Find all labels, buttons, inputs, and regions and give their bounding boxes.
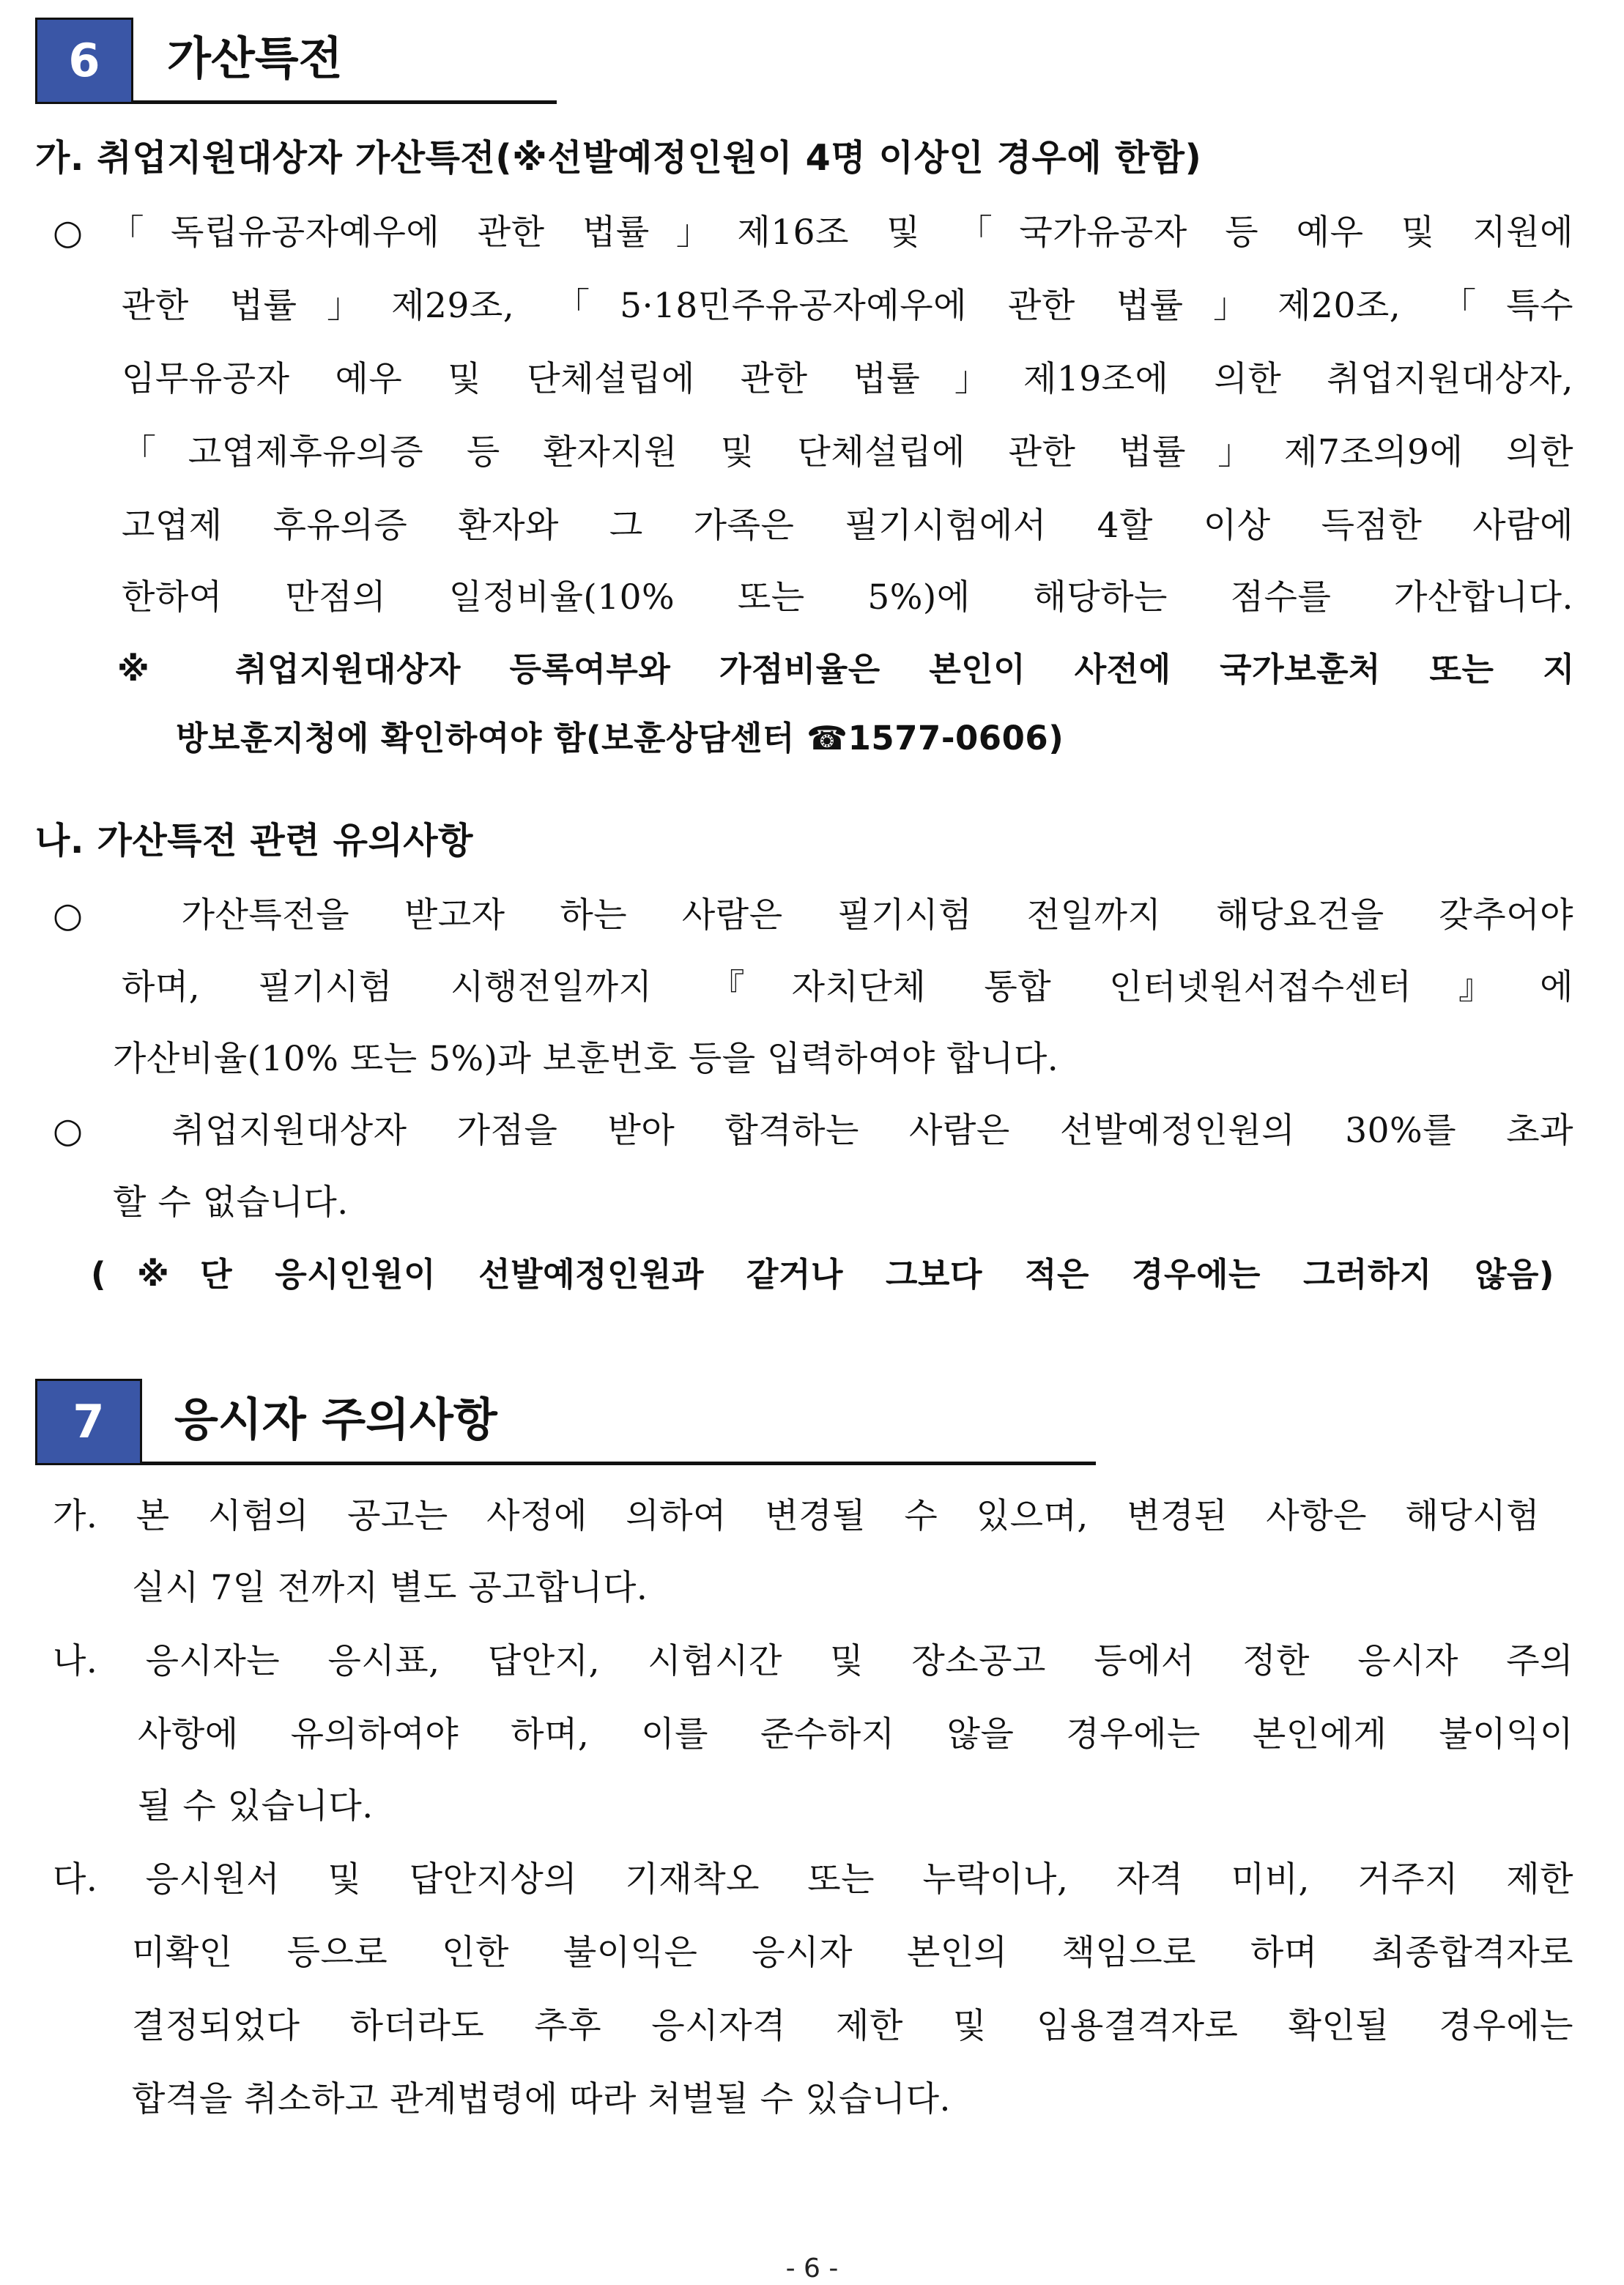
section-7-number-box: 7 xyxy=(35,1379,142,1465)
bullet-line: 하며, 필기시험 시행전일까지 『자치단체 통합 인터넷원서접수센터』에 xyxy=(122,967,1573,1007)
item-line: 사항에 유의하여야 하며, 이를 준수하지 않을 경우에는 본인에게 불이익이 xyxy=(138,1714,1573,1755)
bullet-line: 「고엽제후유의증 등 환자지원 및 단체설립에 관한 법률」제7조의9에 의한 xyxy=(122,432,1573,473)
item-line: 결정되었다 하더라도 추후 응시자격 제한 및 임용결격자로 확인될 경우에는 xyxy=(132,2006,1573,2046)
section-7-header xyxy=(35,1379,1096,1465)
note-line: (※단 응시인원이 선발예정인원과 같거나 그보다 적은 경우에는 그러하지 않음) xyxy=(91,1255,1554,1294)
bullet-line: 가산비율(10% 또는 5%)과 보훈번호 등을 입력하여야 합니다. xyxy=(113,1039,1059,1079)
section-6-underline xyxy=(133,100,557,104)
section-6-number-box: 6 xyxy=(35,18,133,104)
item-line: 다. 응시원서 및 답안지상의 기재착오 또는 누락이나, 자격 미비, 거주지 제한 xyxy=(53,1859,1573,1900)
bullet-line: 할 수 없습니다. xyxy=(113,1182,349,1223)
bullet-line: ○「독립유공자예우에 관한 법률」제16조 및 「국가유공자 등 예우 및 지원에 xyxy=(53,212,1574,253)
bullet-line: 한하여 만점의 일정비율(10% 또는 5%)에 해당하는 점수를 가산합니다. xyxy=(122,577,1573,618)
section-6-header xyxy=(35,18,557,104)
section-6-title: 가산특전 xyxy=(167,32,343,85)
note-line: 방보훈지청에 확인하여야 함(보훈상담센터 ☎1577-0606) xyxy=(176,719,1064,758)
bullet-line: 고엽제 후유의증 환자와 그 가족은 필기시험에서 4할 이상 득점한 사람에 xyxy=(122,505,1573,546)
page-number: - 6 - xyxy=(785,2253,839,2284)
section-6-subheading-b: 나. 가산특전 관련 유의사항 xyxy=(35,820,473,862)
section-6-subheading-a: 가. 취업지원대상자 가산특전(※선발예정인원이 4명 이상인 경우에 한함) xyxy=(35,137,1202,179)
note-line: ※ 취업지원대상자 등록여부와 가점비율은 본인이 사전에 국가보훈처 또는 지 xyxy=(117,650,1575,689)
bullet-line: 임무유공자 예우 및 단체설립에 관한 법률」제19조에 의한 취업지원대상자, xyxy=(122,359,1573,399)
bullet-line: ○ 가산특전을 받고자 하는 사람은 필기시험 전일까지 해당요건을 갖추어야 xyxy=(53,895,1573,936)
section-7-underline xyxy=(142,1462,1096,1465)
bullet-line: 관한 법률」제29조, 「5·18민주유공자예우에 관한 법률」제20조, 「특수 xyxy=(122,286,1573,326)
bullet-line: ○ 취업지원대상자 가점을 받아 합격하는 사람은 선발예정인원의 30%를 초과 xyxy=(53,1111,1573,1151)
item-line: 될 수 있습니다. xyxy=(138,1786,374,1826)
item-line: 합격을 취소하고 관계법령에 따라 처벌될 수 있습니다. xyxy=(132,2079,951,2119)
item-line: 실시 7일 전까지 별도 공고합니다. xyxy=(132,1568,648,1608)
item-line: 나. 응시자는 응시표, 답안지, 시험시간 및 장소공고 등에서 정한 응시자 주의 xyxy=(53,1641,1573,1681)
section-7-title: 응시자 주의사항 xyxy=(174,1393,497,1446)
item-line: 가. 본 시험의 공고는 사정에 의하여 변경될 수 있으며, 변경된 사항은 해당시험 xyxy=(53,1496,1540,1536)
item-line: 미확인 등으로 인한 불이익은 응시자 본인의 책임으로 하며 최종합격자로 xyxy=(132,1933,1573,1973)
